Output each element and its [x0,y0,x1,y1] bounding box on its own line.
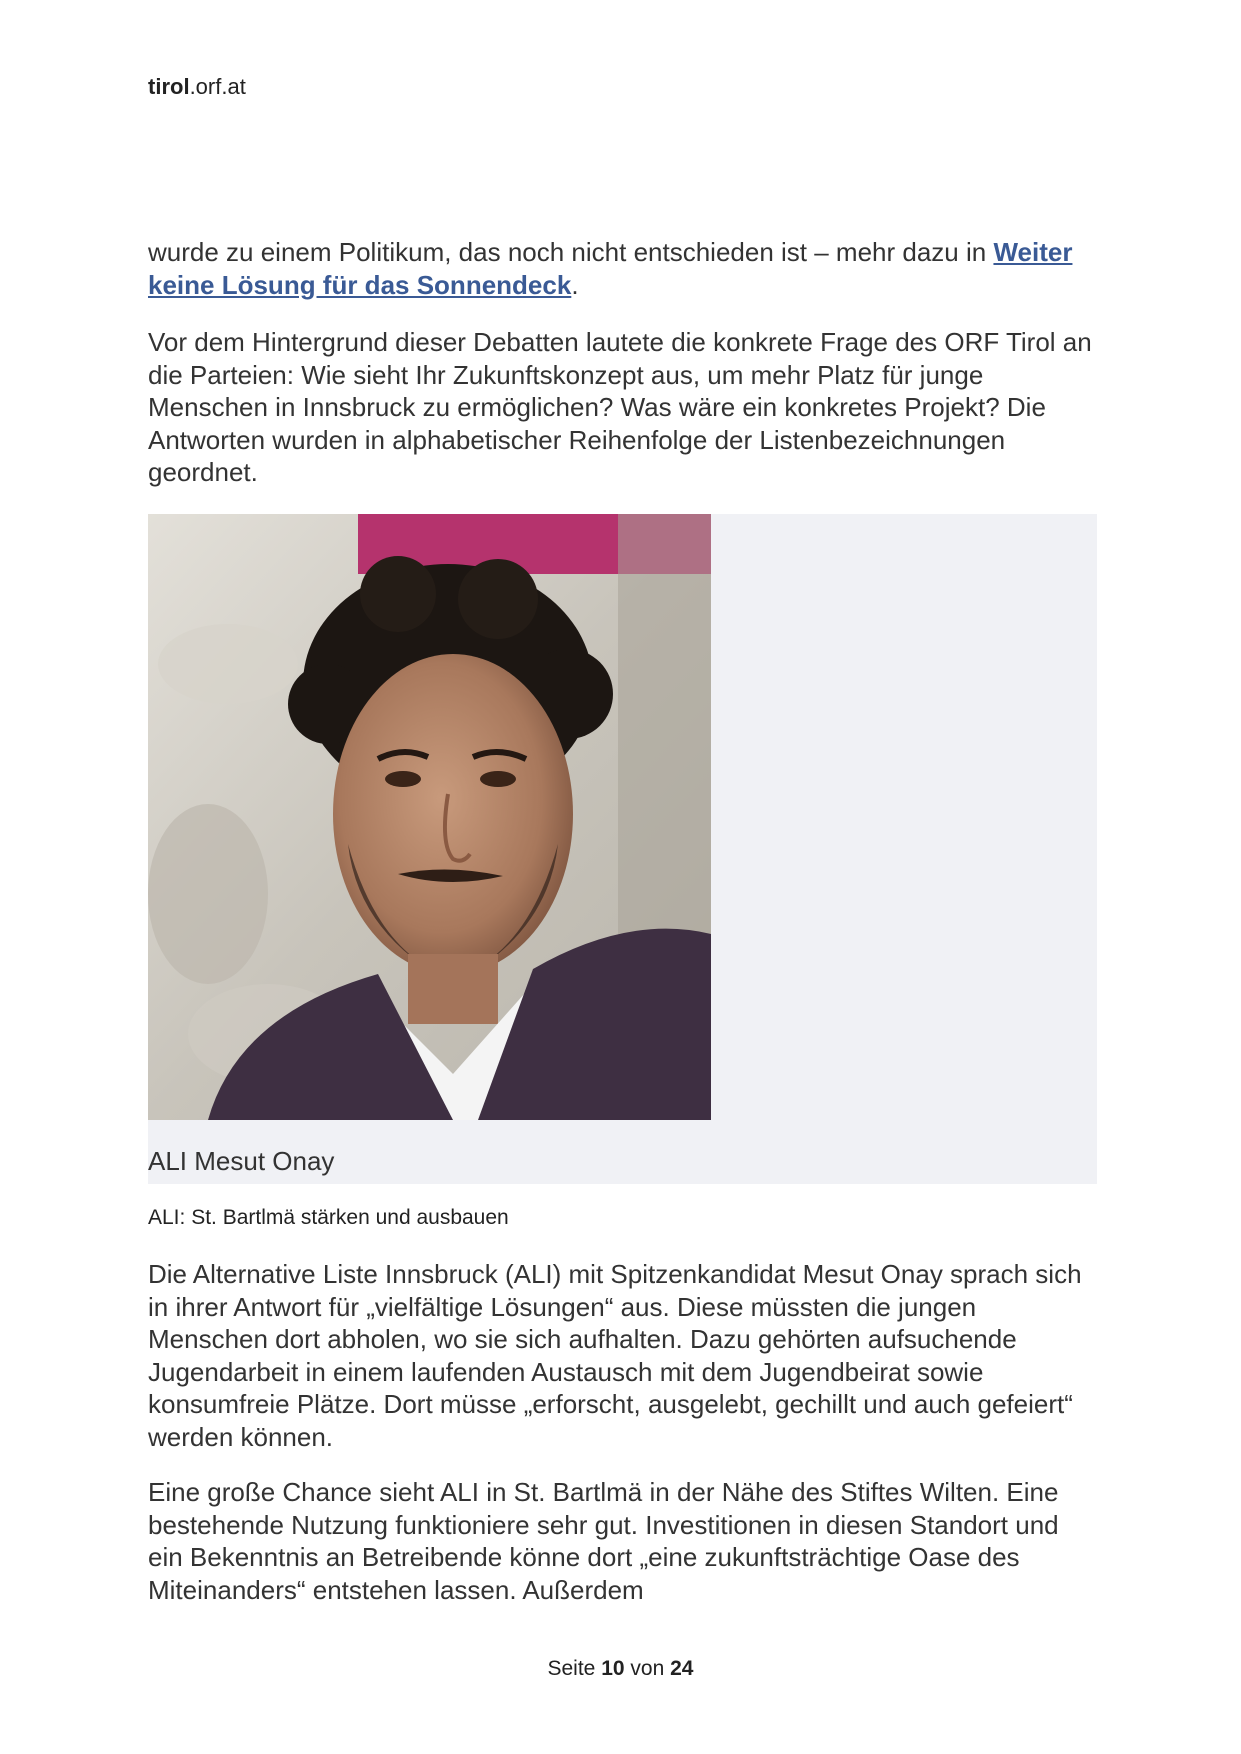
paragraph-intro [148,236,1098,301]
site-name-bold: tirol [148,74,190,99]
figure-caption: ALI Mesut Onay [148,1146,335,1176]
paragraph-question: Vor dem Hintergrund dieser Debatten lautete die konkrete Frage des ORF Tirol an die Parteien: Wie sieht Ihr Zukunftskonzept aus, um mehr Platz für junge Menschen in Innsbruck zu ermöglichen? Was wäre ein konkretes Projekt? Die Antworten wurden in alphabetischer Reihenfolge der Listenbezeichnungen geordnet. [148,327,1092,487]
page-current: 10 [601,1657,625,1680]
paragraph-intro-text: wurde zu einem Politikum, das noch nicht entschieden ist – mehr dazu in [148,237,994,267]
portrait-photo [148,514,711,1120]
site-name-domain: .orf.at [189,74,246,99]
photo-subheading: ALI: St. Bartlmä stärken und ausbauen [148,1206,509,1229]
page-label: Seite [547,1657,596,1680]
page-separator: von [630,1657,665,1680]
article-figure [148,514,1097,1184]
paragraph-ali-bartlmae: Eine große Chance sieht ALI in St. Bartlmä in der Nähe des Stiftes Wilten. Eine bestehende Nutzung funktioniere sehr gut. Investitionen in diesen Standort und ein Bekenntnis an Betreibende könne dort „eine zukunftsträchtige Oase des Miteinanders“ entstehen lassen. Außerdem [148,1477,1059,1605]
paragraph-ali-answer: Die Alternative Liste Innsbruck (ALI) mit Spitzenkandidat Mesut Onay sprach sich in ihrer Antwort für „vielfältige Lösungen“ aus. Diese müssten die jungen Menschen dort abholen, wo sie sich aufhalten. Dazu gehörten aufsuchende Jugendarbeit in einem laufenden Austausch mit dem Jugendbeirat sowie konsumfreie Plätze. Dort müsse „erforscht, ausgelebt, gechillt und auch gefeiert“ werden können. [148,1259,1082,1452]
page-total: 24 [670,1657,694,1680]
page-number [0,1657,1241,1681]
paragraph-intro-end: . [571,269,579,300]
site-header [148,74,246,100]
related-article-link[interactable]: Weiter keine Lösung für das Sonnendeck [148,237,1073,300]
